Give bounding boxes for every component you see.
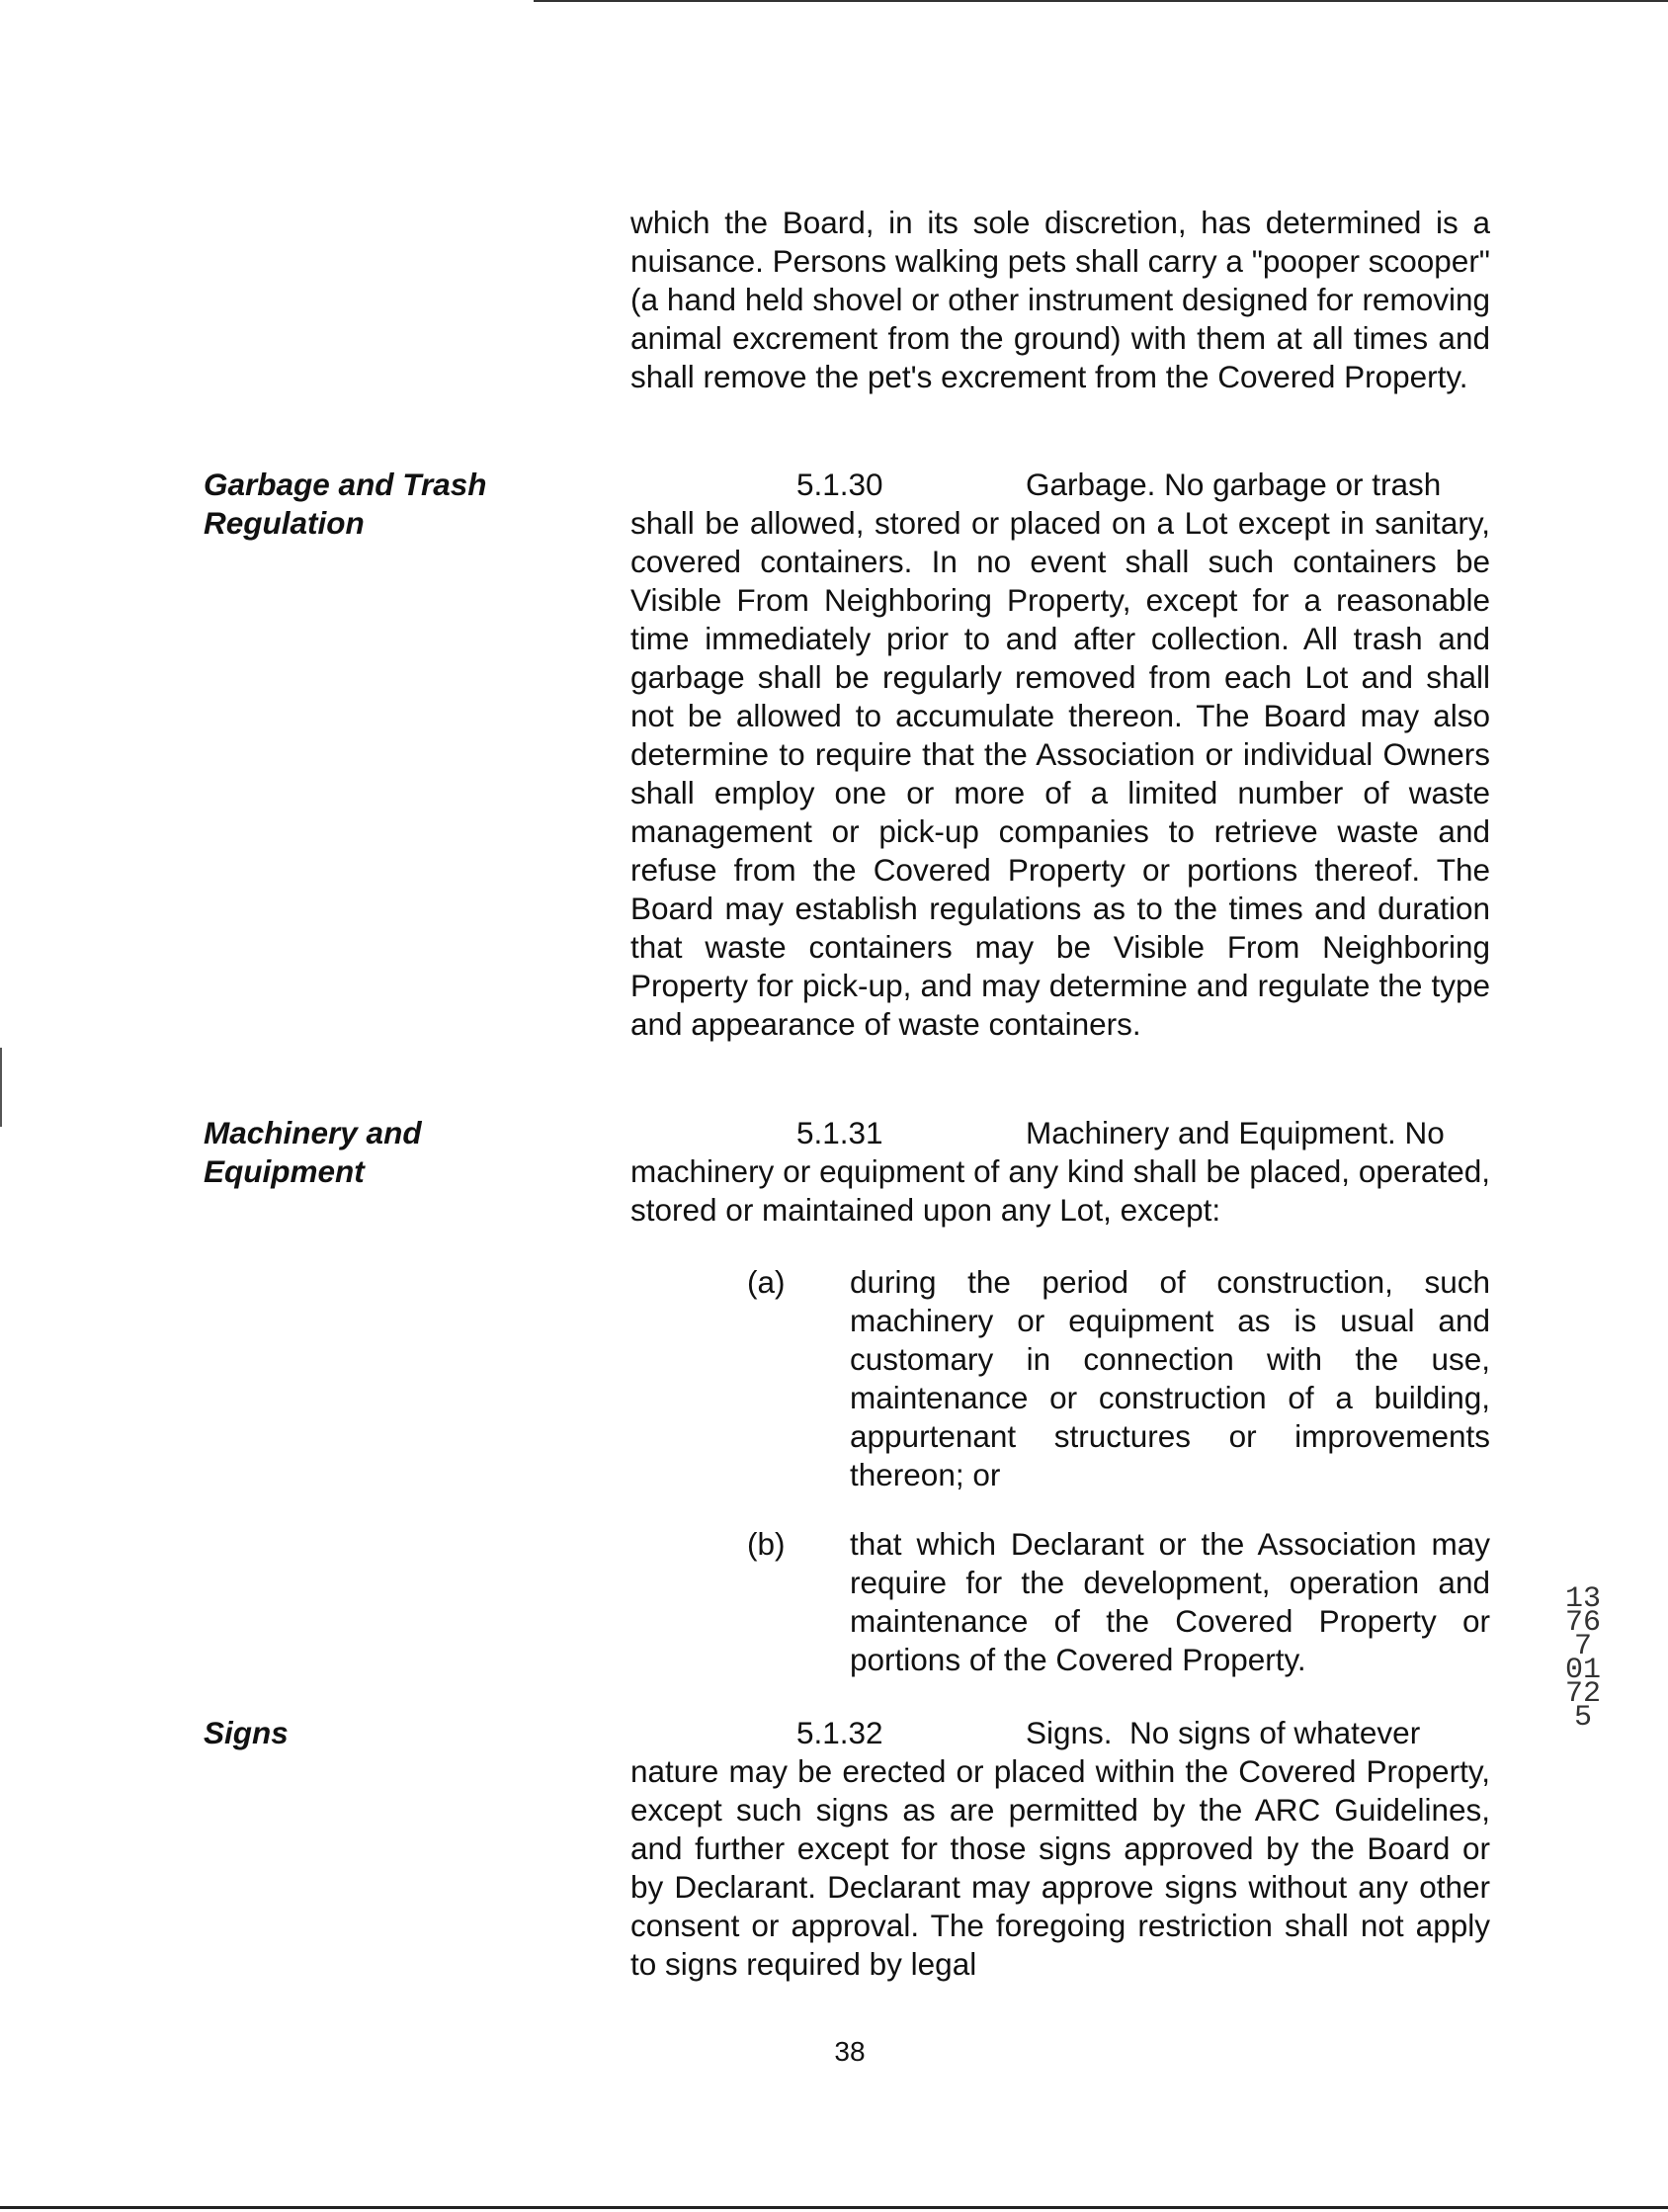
section-text: shall be allowed, stored or placed on a Lot except in sanitary, covered containers. In no event shall such containers be Visible From Neighboring Property, except for a reasonable time immediately prior to and after collection. All trash and garbage shall be regularly removed from each Lot and shall not be allowed to accumulate thereon. The Board may also determine to require that the Association or individual Owners shall employ one or more of a limited number of waste management or pick-up companies to retrieve waste and refuse from the Covered Property or portions thereof. The Board may establish regulations as to the times and duration that waste containers may be Visible From Neighboring Property for pick-up, and may determine and regulate the type and appearance of waste containers. [630,505,1490,1042]
section-number: 5.1.30 [796,467,883,502]
list-item-label: (b) [747,1526,786,1562]
section-text: machinery or equipment of any kind shall be placed, operated, stored or maintained upon any Lot, except: [630,1153,1490,1228]
heading-line: Garbage and Trash [204,467,487,502]
section-number: 5.1.32 [796,1715,883,1750]
section-5-1-31 [630,1114,1490,1230]
heading-line: Machinery and [204,1115,422,1150]
section-lead: Garbage. No garbage or trash [1026,467,1442,502]
heading-line: Equipment [204,1153,365,1189]
scan-edge-left [0,1048,2,1127]
list-item-text: during the period of construction, such machinery or equipment as is usual and customary in connection with the use, maintenance or construction of a building, appurtenant structures or improvements thereon; or [850,1264,1490,1492]
list-item-a [747,1263,1490,1494]
section-number: 5.1.31 [796,1115,883,1150]
margin-heading-machinery [204,1114,530,1191]
scan-edge-bottom [0,2206,1668,2209]
section-first-line [630,1714,1490,1752]
page-number: 38 [834,2036,866,2067]
section-first-line [630,466,1490,504]
heading-line: Regulation [204,505,365,541]
list-item-label: (a) [747,1264,786,1300]
margin-heading-garbage [204,466,530,543]
section-lead: Machinery and Equipment. No [1026,1115,1445,1150]
section-first-line [630,1114,1490,1152]
section-lead: Signs. No signs of whatever [1026,1715,1421,1750]
section-5-1-32 [630,1714,1490,1984]
list-item-text: that which Declarant or the Association may require for the development, operation and maintenance of the Covered Property or portions of the Covered Property. [850,1526,1490,1677]
list-item-b [747,1525,1490,1679]
intro-paragraph: which the Board, in its sole discretion, has determined is a nuisance. Persons walking pets shall carry a "pooper scooper" (a hand held shovel or other instrument designed for removing animal excrement from the ground) with them at all times and shall remove the pet's excrement from the Covered Property. [630,205,1490,394]
heading-line: Signs [204,1715,289,1750]
scan-edge-top [534,0,1668,2]
recording-stamp: 13767 01725 [1565,1582,1602,1735]
section-text: nature may be erected or placed within the Covered Property, except such signs as are permitted by the ARC Guidelines, and further except for those signs approved by the Board or by Declarant. Declarant may approve signs without any other consent or approval. The foregoing restriction shall not apply to signs required by legal [630,1753,1490,1982]
section-5-1-30 [630,466,1490,1044]
margin-heading-signs [204,1714,530,1752]
